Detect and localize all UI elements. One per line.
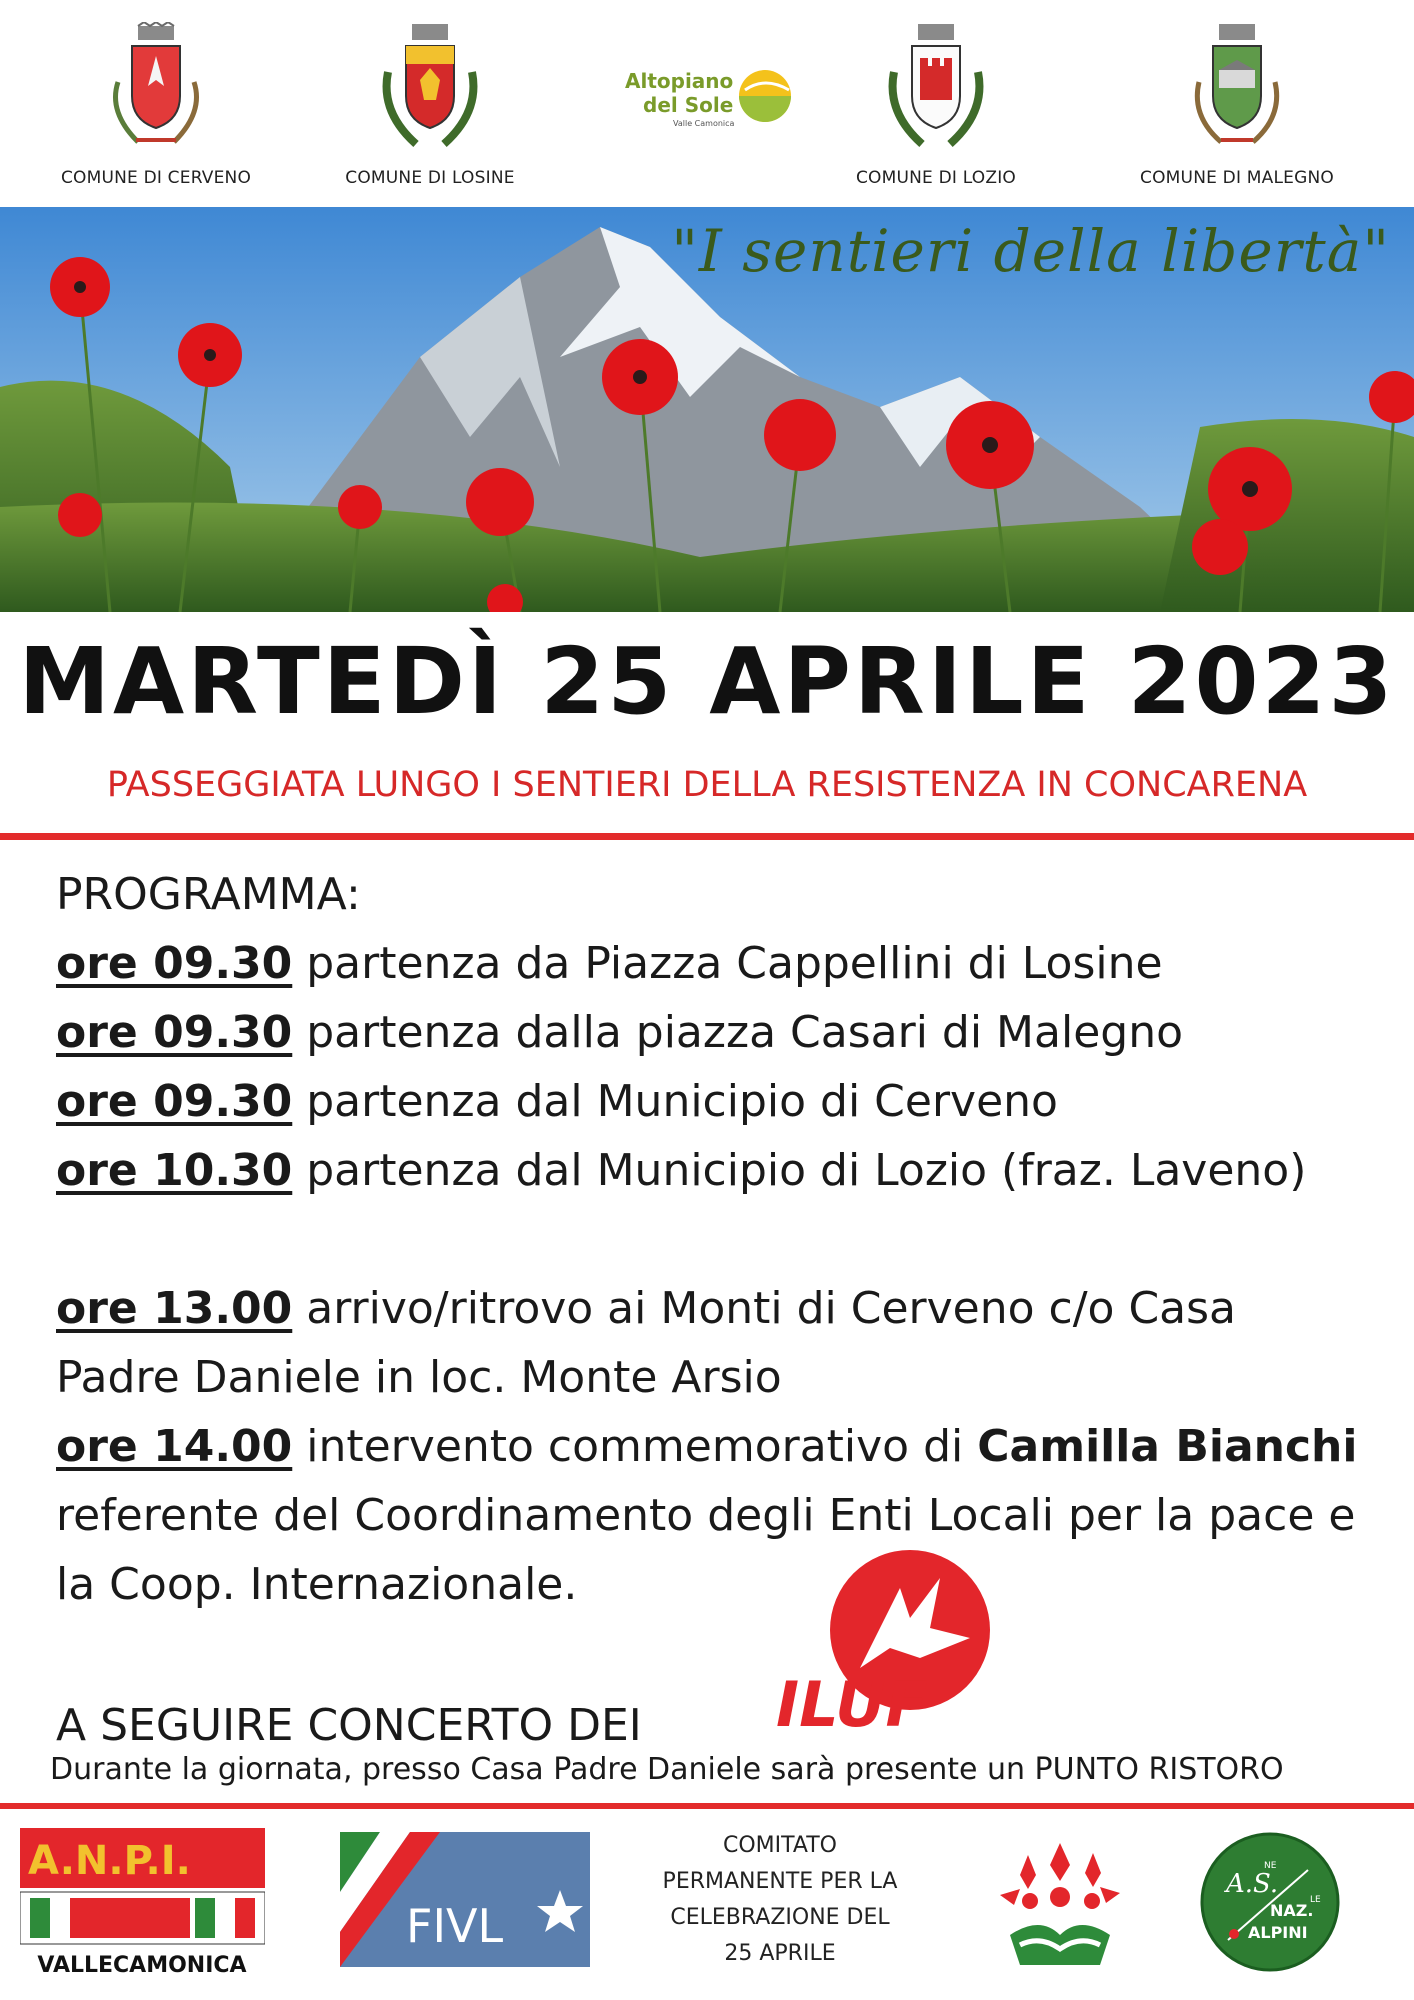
alpini-as: A.S. [1226,1869,1279,1899]
handshake-flowers-logo [990,1835,1130,1975]
program-row [56,1067,1396,1136]
program-text: arrivo/ritrovo ai Monti di Cerveno c/o Casa [292,1283,1237,1334]
program-text: partenza dal Municipio di Lozio (fraz. Laveno) [292,1145,1307,1196]
program-time: ore 10.30 [56,1145,293,1196]
fivl-name: FIVL [406,1899,504,1953]
crest-malegno [1117,22,1357,188]
comitato-line: 25 APRILE [724,1941,836,1966]
comitato-text [630,1828,930,1972]
program-text: la Coop. Internazionale. [56,1559,578,1610]
iluf-wordmark: ILUF [776,1668,928,1738]
crest-label: COMUNE DI LOSINE [345,168,515,188]
malegno-coat-of-arms-icon [1177,22,1297,152]
program-row [56,1412,1396,1481]
lozio-coat-of-arms-icon [876,22,996,152]
crest-lozio [816,22,1056,188]
altopiano-line1: Altopiano [625,69,734,93]
iluf-band-logo [770,1548,1010,1738]
alpini-logo [1198,1830,1343,1975]
anpi-logo [20,1828,265,1978]
program-row [56,998,1396,1067]
program-text: Padre Daniele in loc. Monte Arsio [56,1352,782,1403]
comitato-line: COMITATO [723,1833,837,1858]
crest-cerveno [36,22,276,188]
altopiano-line3: Valle Camonica [673,119,735,128]
program-time: ore 14.00 [56,1421,293,1472]
program-time: ore 13.00 [56,1283,293,1334]
altopiano-sun-icon [625,60,795,140]
event-subtitle: PASSEGGIATA LUNGO I SENTIERI DELLA RESISTENZA IN CONCARENA [106,765,1308,805]
crest-label: COMUNE DI MALEGNO [1140,168,1334,188]
program-text: partenza dalla piazza Casari di Malegno [292,1007,1184,1058]
event-date: MARTEDÌ 25 APRILE 2023 [18,628,1396,735]
alpini-naz: NAZ. [1270,1901,1314,1920]
program-time: ore 09.30 [56,938,293,989]
program-time: ore 09.30 [56,1007,293,1058]
altopiano-logo [590,60,830,140]
hero-title: "I sentieri della libertà" [671,217,1390,285]
program-row [56,1136,1396,1205]
program-row [56,1274,1396,1343]
program-heading: PROGRAMMA: [56,869,361,920]
fivl-logo [340,1832,590,1967]
anpi-region: VALLECAMONICA [37,1953,247,1978]
program-text: referente del Coordinamento degli Enti Locali per la pace e [56,1490,1356,1541]
alpini-sup2: LE [1310,1895,1321,1905]
comitato-line: PERMANENTE PER LA [662,1869,898,1894]
divider-bottom [0,1803,1414,1809]
concert-line: A SEGUIRE CONCERTO DEI [56,1700,642,1751]
program-time: ore 09.30 [56,1076,293,1127]
program-row [56,929,1396,998]
alpini-sup1: NE [1264,1861,1277,1871]
crest-label: COMUNE DI LOZIO [855,168,1017,188]
cerveno-coat-of-arms-icon [96,22,216,152]
anpi-name: A.N.P.I. [28,1838,191,1884]
crest-losine [310,22,550,188]
crest-label: COMUNE DI CERVENO [60,168,252,188]
hero-photo [0,207,1414,612]
program [56,860,1396,1619]
speaker-name: Camilla Bianchi [977,1421,1358,1472]
altopiano-line2: del Sole [643,93,734,117]
program-text: partenza da Piazza Cappellini di Losine [292,938,1163,989]
divider-top [0,833,1414,840]
spacer [56,1205,1396,1274]
refreshment-note: Durante la giornata, presso Casa Padre Daniele sarà presente un PUNTO RISTORO [50,1752,1284,1787]
losine-coat-of-arms-icon [370,22,490,152]
alpini-bottom: ALPINI [1248,1923,1308,1942]
comitato-line: CELEBRAZIONE DEL [670,1905,890,1930]
program-text: intervento commemorativo di [292,1421,978,1472]
program-text: partenza dal Municipio di Cerveno [292,1076,1058,1127]
